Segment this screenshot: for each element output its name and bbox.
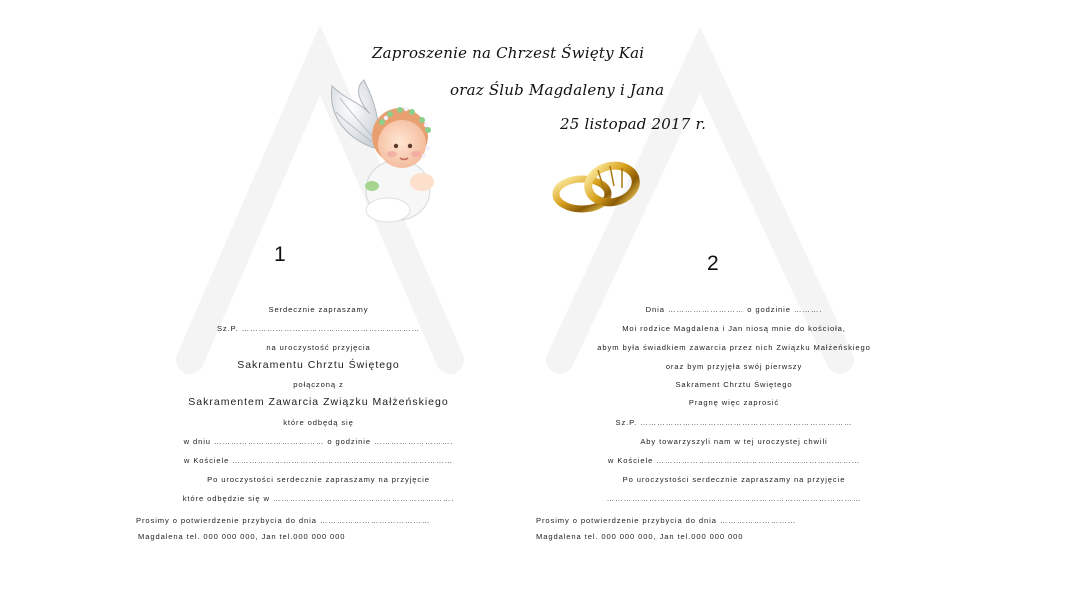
card-1-number: 1	[274, 243, 286, 266]
card-2-line: Sz.P. …………………………………………………………………	[615, 418, 853, 427]
card-1-line: które odbędzie się w ……………………………………………………….	[182, 494, 455, 503]
card-1-line: w Kościele ……………………………………………………………………	[183, 456, 454, 465]
card-1-rsvp: Prosimy o potwierdzenie przybycia do dnia …………………………………	[136, 516, 431, 525]
card-2-contact: Magdalena tel. 000 000 000, Jan tel.000 000 000	[536, 532, 744, 541]
card-1-line: Sakramentu Chrztu Świętego	[237, 359, 400, 371]
card-2-number: 2	[707, 252, 719, 275]
card-1-invitation-text	[136, 0, 501, 614]
card-2-line: Sakrament Chrztu Świętego	[675, 380, 793, 389]
card-1-line: w dniu ………………………………… o godzinie ……………………….	[183, 437, 454, 446]
card-2-line: w Kościele ………………………………………………………………	[607, 456, 861, 465]
card-2-rsvp: Prosimy o potwierdzenie przybycia do dnia ………………………	[536, 516, 797, 525]
card-1-contact: Magdalena tel. 000 000 000, Jan tel.000 000 000	[138, 532, 346, 541]
card-1-line: Serdecznie zapraszamy	[268, 305, 369, 314]
card-1-line: Sz.P. ………………………………………………………	[216, 324, 421, 333]
card-2-line: Moi rodzice Magdalena i Jan niosą mnie do kościoła,	[622, 324, 846, 333]
card-2-invitation-text	[534, 0, 934, 614]
card-2-line: oraz bym przyjęła swój pierwszy	[665, 362, 803, 371]
header-date: 25 listopad 2017 r.	[560, 115, 707, 133]
card-2-line: ………………………………………………………………………………	[606, 494, 862, 503]
card-1-line: połączoną z	[293, 380, 344, 389]
card-2-line: abym była świadkiem zawarcia przez nich Związku Małżeńskiego	[597, 343, 871, 352]
card-2-line: Po uroczystości serdecznie zapraszamy na przyjęcie	[622, 475, 846, 484]
card-1-line: które odbędą się	[283, 418, 354, 427]
card-1-line: Po uroczystości serdecznie zapraszamy na przyjęcie	[207, 475, 430, 484]
card-2-line: Pragnę więc zaprosić	[688, 398, 780, 407]
card-2-line: Dnia ……………………… o godzinie ……….	[645, 305, 823, 314]
header-line-2: oraz Ślub Magdaleny i Jana	[450, 81, 665, 99]
card-1-line: Sakramentem Zawarcia Związku Małżeńskiego	[188, 396, 449, 408]
card-2-line: Aby towarzyszyli nam w tej uroczystej chwili	[640, 437, 828, 446]
header-line-1: Zaproszenie na Chrzest Święty Kai	[372, 44, 645, 62]
card-1-line: na uroczystość przyjęcia	[266, 343, 371, 352]
